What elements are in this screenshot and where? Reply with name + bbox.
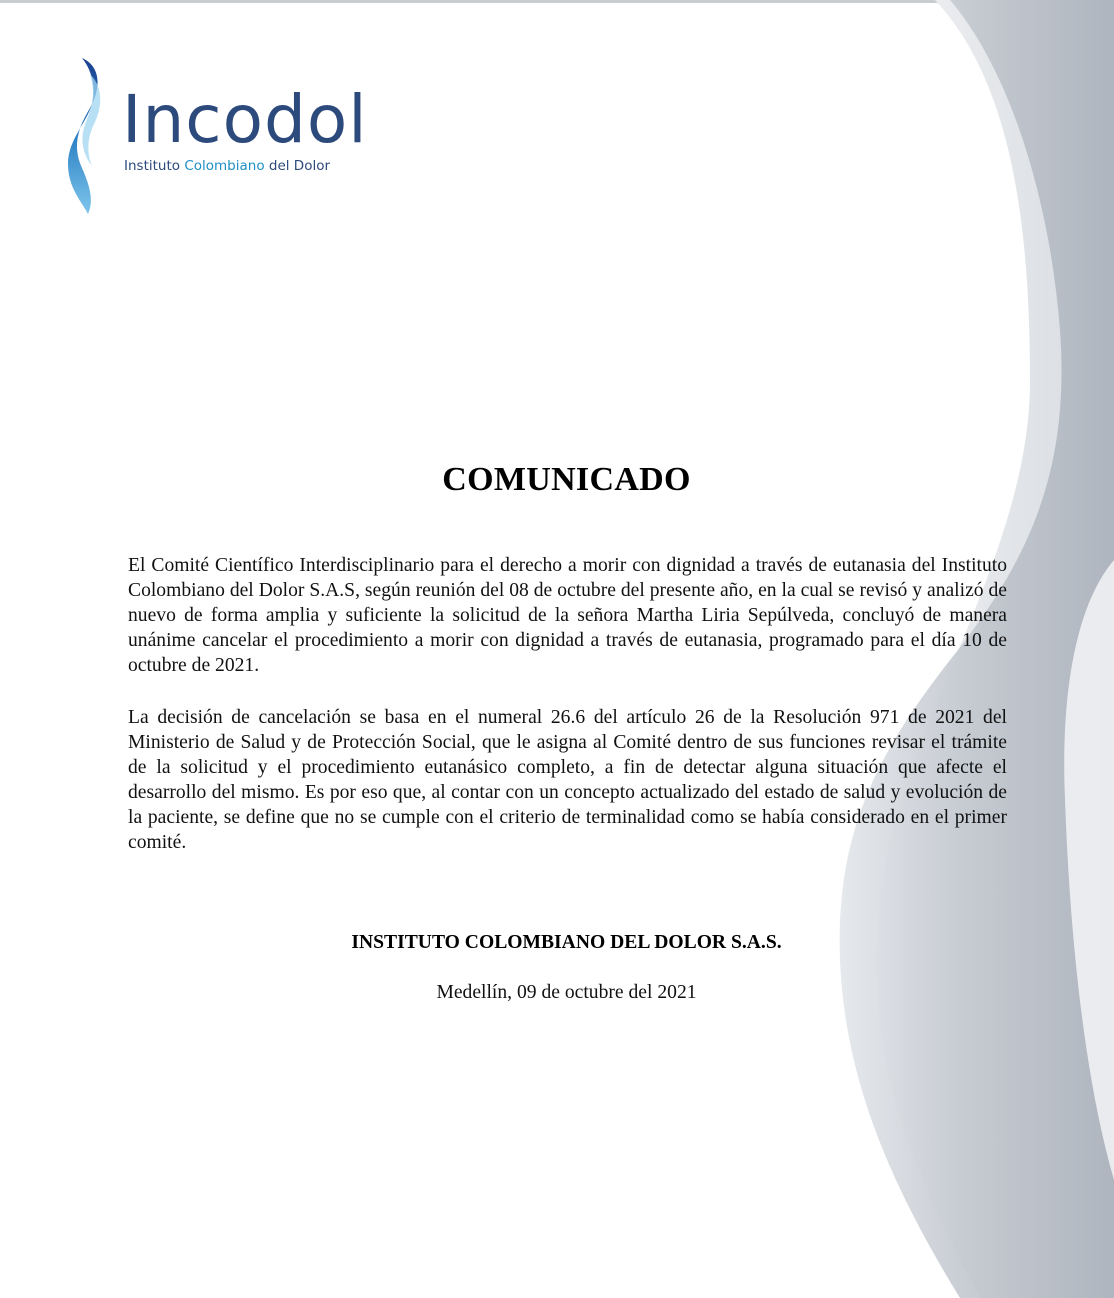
logo-subtitle-word-1: Instituto xyxy=(124,158,181,174)
body-paragraph-1: El Comité Científico Interdisciplinario para el derecho a morir con dignidad a través de eutanasia del Instituto Colombiano del Dolor S.A.S, según reunión del 08 de octubre del presente año, en la cual se revisó y analizó de nuevo de forma amplia y suficiente la solicitud de la señora Martha Liria Sepúlveda, concluyó de manera unánime cancelar el procedimiento a morir con dignidad a través de eutanasia, programado para el día 10 de octubre de 2021. xyxy=(128,555,1007,676)
incodol-logo xyxy=(60,56,370,216)
logo-wordmark: Incodol xyxy=(122,81,368,158)
logo-subtitle xyxy=(124,158,330,174)
blue-flame-ribbon-icon xyxy=(60,56,116,216)
signature-institution: INSTITUTO COLOMBIANO DEL DOLOR S.A.S. xyxy=(351,932,782,953)
body-paragraph-2: La decisión de cancelación se basa en el numeral 26.6 del artículo 26 de la Resolución 971 de 2021 del Ministerio de Salud y de Protección Social, que le asigna al Comité dentro de sus funciones revisar el trámite de la solicitud y el procedimiento eutanásico completo, a fin de detectar alguna situación que afecte el desarrollo del mismo. Es por eso que, al contar con un concepto actualizado del estado de salud y evolución de la paciente, se define que no se cumple con el criterio de terminalidad como se había considerado en el primer comité. xyxy=(128,707,1007,853)
logo-subtitle-word-2: Colombiano xyxy=(184,158,265,174)
document-title: COMUNICADO xyxy=(442,461,691,498)
place-and-date: Medellín, 09 de octubre del 2021 xyxy=(436,982,697,1003)
logo-subtitle-word-3: del Dolor xyxy=(268,158,331,174)
